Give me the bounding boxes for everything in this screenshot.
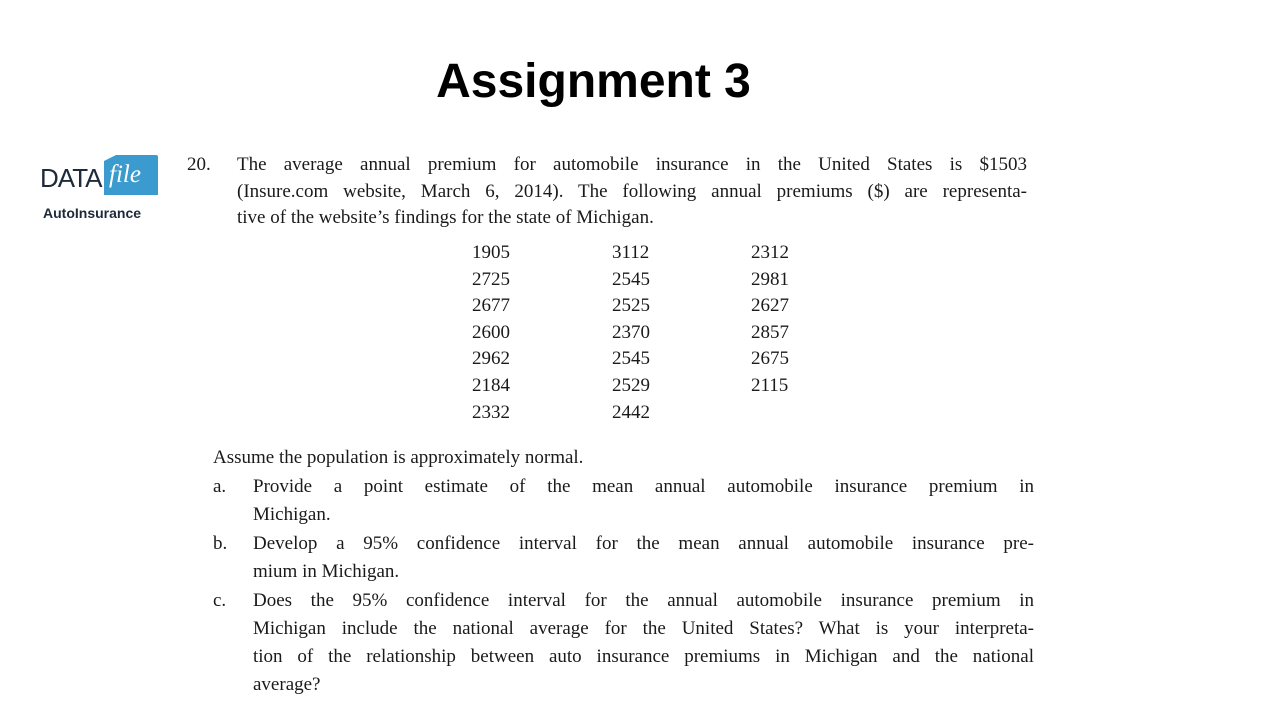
table-row	[472, 267, 831, 294]
table-row	[472, 346, 831, 373]
table-row	[472, 373, 831, 400]
question-line: Michigan.	[253, 504, 331, 525]
question-letter: c.	[213, 590, 227, 611]
table-cell: 2332	[472, 401, 510, 423]
table-cell: 2857	[751, 321, 789, 343]
question-letter: a.	[213, 476, 227, 497]
datafile-name: AutoInsurance	[43, 205, 142, 221]
table-cell: 2725	[472, 268, 510, 290]
table-cell: 2675	[751, 348, 789, 370]
question-b	[213, 530, 1034, 586]
table-cell: 1905	[472, 242, 510, 263]
problem-line: (Insure.com website, March 6, 2014). The following annual premiums ($) are representa-	[237, 180, 1027, 202]
question-a	[213, 473, 1034, 529]
problem-statement	[237, 152, 1027, 232]
table-cell: 2627	[751, 295, 789, 317]
question-line: Michigan include the national average for the United States? What is your interpreta-	[253, 618, 1034, 639]
question-line: tion of the relationship between auto insurance premiums in Michigan and the national	[253, 646, 1034, 667]
question-text	[253, 530, 1034, 586]
table-row	[472, 240, 831, 267]
table-row	[472, 320, 831, 347]
question-line: Develop a 95% confidence interval for the mean annual automobile insurance pre-	[253, 533, 1034, 554]
table-cell: 2600	[472, 321, 510, 343]
table-cell: 2370	[612, 321, 650, 343]
table-cell: 2312	[751, 242, 789, 263]
question-letter: b.	[213, 533, 228, 554]
table-cell: 3112	[612, 242, 650, 263]
table-cell: 2184	[472, 374, 510, 396]
question-line: Provide a point estimate of the mean annual automobile insurance premium in	[253, 476, 1034, 497]
question-line: mium in Michigan.	[253, 561, 400, 582]
datafile-file-word: file	[109, 161, 141, 188]
file-icon	[104, 155, 158, 195]
premiums-table	[472, 240, 831, 426]
question-line: Does the 95% confidence interval for the annual automobile insurance premium in	[253, 590, 1034, 611]
table-cell: 2115	[751, 374, 789, 396]
table-cell: 2545	[612, 348, 650, 370]
datafile-badge	[40, 155, 162, 225]
question-line: average?	[253, 674, 321, 695]
page-title: Assignment 3	[436, 55, 751, 108]
problem-line: The average annual premium for automobile insurance in the United States is $1503	[237, 154, 1027, 175]
table-cell: 2962	[472, 348, 510, 370]
problem-number: 20.	[187, 154, 211, 175]
table-row	[472, 293, 831, 320]
table-cell: 2677	[472, 295, 510, 317]
question-text	[253, 587, 1034, 699]
table-row	[472, 400, 831, 427]
table-cell: 2529	[612, 374, 650, 396]
table-cell	[751, 400, 831, 427]
table-cell: 2442	[612, 401, 650, 423]
table-cell: 2545	[612, 268, 650, 290]
datafile-data-word: DATA	[40, 163, 102, 193]
question-c	[213, 587, 1034, 699]
table-cell: 2981	[751, 268, 789, 290]
table-cell: 2525	[612, 295, 650, 317]
problem-line: tive of the website’s findings for the state of Michigan.	[237, 207, 654, 228]
question-text	[253, 473, 1034, 529]
assumption-text: Assume the population is approximately normal.	[213, 447, 584, 468]
